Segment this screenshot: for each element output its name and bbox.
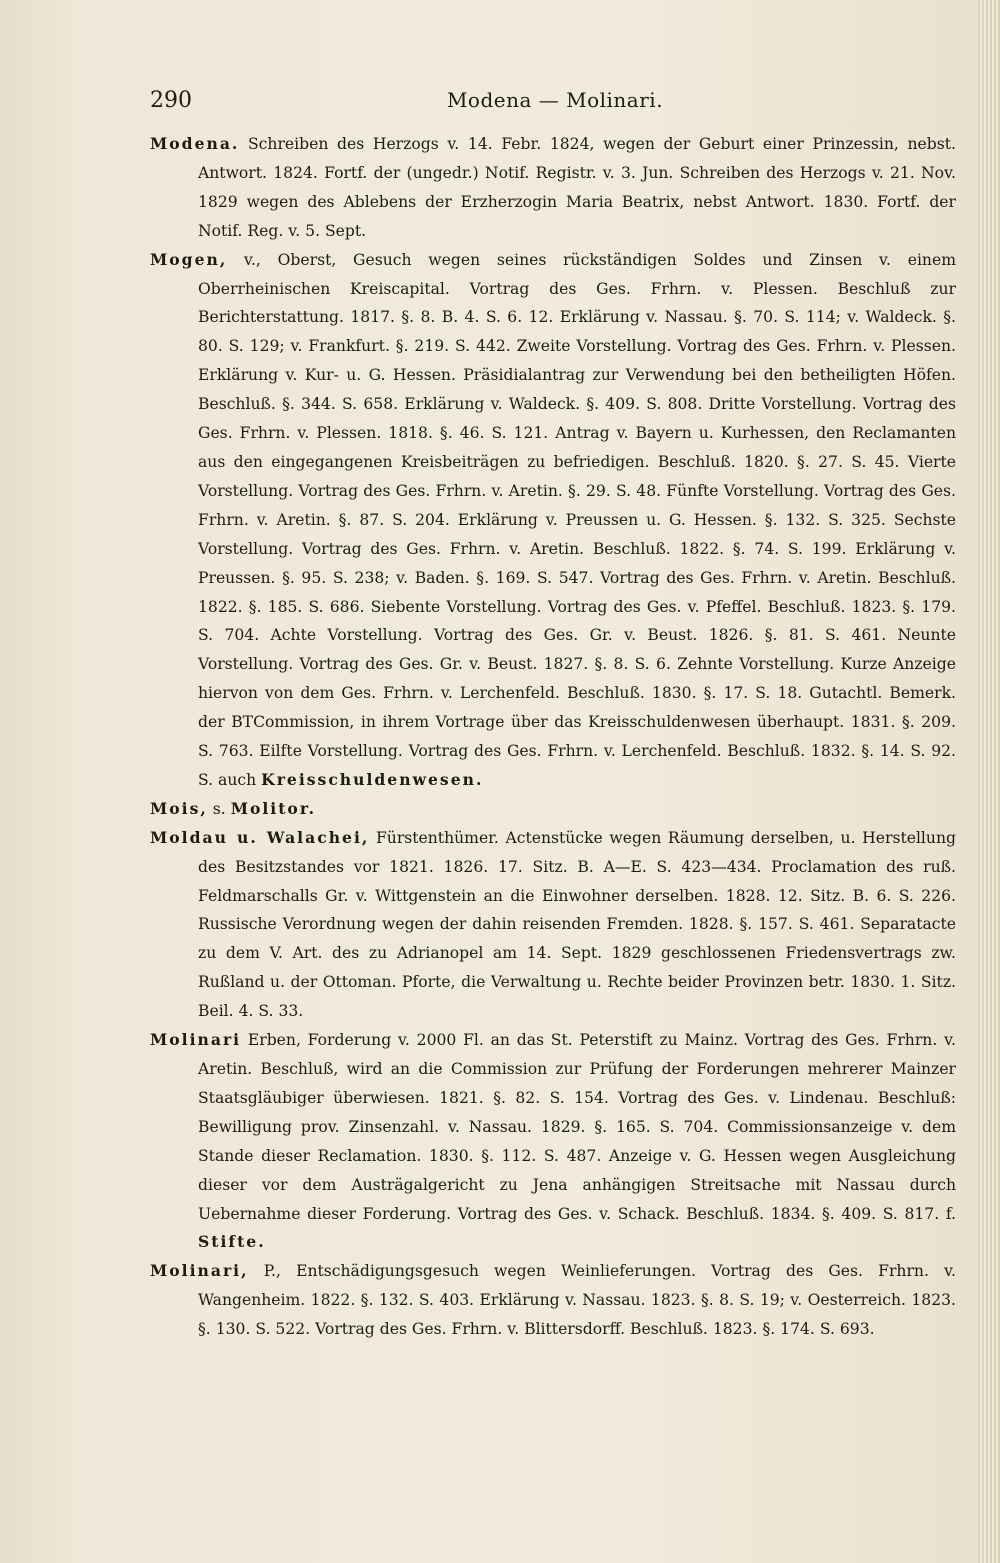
page-edge bbox=[978, 0, 1000, 1563]
index-entry-molinari-erben bbox=[150, 1026, 956, 1257]
index-entry-moldau bbox=[150, 824, 956, 1026]
entry-head: Modena. bbox=[150, 134, 240, 153]
entry-see-reference: Kreisschuldenwesen. bbox=[261, 769, 484, 789]
entry-head: Mois, bbox=[150, 798, 208, 818]
running-head: Modena — Molinari. bbox=[446, 88, 664, 112]
entry-head: Moldau u. Walachei, bbox=[150, 827, 370, 847]
entry-text: Erben, Forderung v. 2000 Fl. an das St. Peterstift zu Mainz. Vortrag des Ges. Frhrn. v. Aretin. Beschluß, wird an die Commission zur Prüfung der Forderungen mehrerer Mainzer Staatsgläubiger überwiesen. 1821. §. 82. S. 154. Vortrag des Ges. v. Lindenau. Beschluß: Bewilligung prov. Zinsenzahl. v. Nassau. 1829. §. 165. S. 704. Commissionsanzeige v. dem Stande dieser Reclamation. 1830. §. 112. S. 487. Anzeige v. G. Hessen wegen Ausgleichung dieser vor dem Austrägalgericht zu Jena anhängigen Streitsache mit Nassau durch Uebernahme dieser Forderung. Vortrag des Ges. v. Schack. Beschluß. 1834. §. 409. S. 817. f. bbox=[198, 1031, 956, 1223]
entry-head: Molinari bbox=[150, 1030, 242, 1050]
index-entry-molinari-p bbox=[150, 1257, 956, 1344]
index-entries bbox=[150, 130, 956, 1344]
entry-head: Mogen, bbox=[150, 249, 228, 269]
entry-see-reference: Stifte. bbox=[198, 1232, 266, 1252]
entry-text: v., Oberst, Gesuch wegen seines rückständigen Soldes und Zinsen v. einem Oberrheinischen Kreiscapital. Vortrag des Ges. Frhrn. v. Plessen. Beschluß zur Berichterstattung. 1817. §. 8. B. 4. S. 6. 12. Erklärung v. Nassau. §. 70. S. 114; v. Waldeck. §. 80. S. 129; v. Frankfurt. §. 219. S. 442. Zweite Vorstellung. Vortrag des Ges. Frhrn. v. Plessen. Erklärung v. Kur- u. G. Hessen. Präsidialantrag zur Verwendung bei den betheiligten Höfen. Beschluß. §. 344. S. 658. Erklärung v. Waldeck. §. 409. S. 808. Dritte Vorstellung. Vortrag des Ges. Frhrn. v. Plessen. 1818. §. 46. S. 121. Antrag v. Bayern u. Kurhessen, den Reclamanten aus den eingegangenen Kreisbeiträgen zu befriedigen. Beschluß. 1820. §. 27. S. 45. Vierte Vorstellung. Vortrag des Ges. Frhrn. v. Aretin. §. 29. S. 48. Fünfte Vorstellung. Vortrag des Ges. Frhrn. v. Aretin. §. 87. S. 204. Erklärung v. Preussen u. G. Hessen. §. 132. S. 325. Sechste Vorstellung. Vortrag des Ges. Frhrn. v. Aretin. Beschluß. 1822. §. 74. S. 199. Erklärung v. Preussen. §. 95. S. 238; v. Baden. §. 169. S. 547. Vortrag des Ges. Frhrn. v. Aretin. Beschluß. 1822. §. 185. S. 686. Siebente Vorstellung. Vortrag des Ges. v. Pfeffel. Beschluß. 1823. §. 179. S. 704. Achte Vorstellung. Vortrag des Ges. Gr. v. Beust. 1826. §. 81. S. 461. Neunte Vorstellung. Vortrag des Ges. Gr. v. Beust. 1827. §. 8. S. 6. Zehnte Vorstellung. Kurze Anzeige hiervon von dem Ges. Frhrn. v. Lerchenfeld. Beschluß. 1830. §. 17. S. 18. Gutachtl. Bemerk. der BTCommission, in ihrem Vortrage über das Kreisschuldenwesen überhaupt. 1831. §. 209. S. 763. Eilfte Vorstellung. Vortrag des Ges. Frhrn. v. Lerchenfeld. Beschluß. 1832. §. 14. S. 92. S. auch bbox=[198, 250, 956, 789]
entry-text: P., Entschädigungsgesuch wegen Weinlieferungen. Vortrag des Ges. Frhrn. v. Wangenheim. 1822. §. 132. S. 403. Erklärung v. Nassau. 1823. §. 8. S. 19; v. Oesterreich. 1823. §. 130. S. 522. Vortrag des Ges. Frhrn. v. Blittersdorff. Beschluß. 1823. §. 174. S. 693. bbox=[198, 1262, 956, 1339]
index-entry-mois bbox=[150, 795, 956, 824]
page-header bbox=[150, 88, 960, 124]
page-number: 290 bbox=[150, 88, 192, 113]
entry-see-reference: Molitor. bbox=[230, 798, 317, 818]
entry-text: s. bbox=[212, 799, 226, 818]
entry-head: Molinari, bbox=[150, 1261, 249, 1281]
entry-text: Fürstenthümer. Actenstücke wegen Räumung derselben, u. Herstellung des Besitzstandes vor 1821. 1826. 17. Sitz. B. A—E. S. 423—434. Proclamation des ruß. Feldmarschalls Gr. v. Wittgenstein an die Einwohner derselben. 1828. 12. Sitz. B. 6. S. 226. Russische Verordnung wegen der dahin reisenden Fremden. 1828. §. 157. S. 461. Separatacte zu dem V. Art. des zu Adrianopel am 14. Sept. 1829 geschlossenen Friedensvertrags zw. Rußland u. der Ottoman. Pforte, die Verwaltung u. Rechte beider Provinzen betr. 1830. 1. Sitz. Beil. 4. S. 33. bbox=[198, 828, 956, 1021]
index-entry-mogen bbox=[150, 246, 956, 795]
entry-text: Schreiben des Herzogs v. 14. Febr. 1824, wegen der Geburt einer Prinzessin, nebst. Antwort. 1824. Fortf. der (ungedr.) Notif. Registr. v. 3. Jun. Schreiben des Herzogs v. 21. Nov. 1829 wegen des Ablebens der Erzherzogin Maria Beatrix, nebst Antwort. 1830. Fortf. der Notif. Reg. v. 5. Sept. bbox=[198, 135, 956, 240]
index-entry-modena bbox=[150, 130, 956, 246]
